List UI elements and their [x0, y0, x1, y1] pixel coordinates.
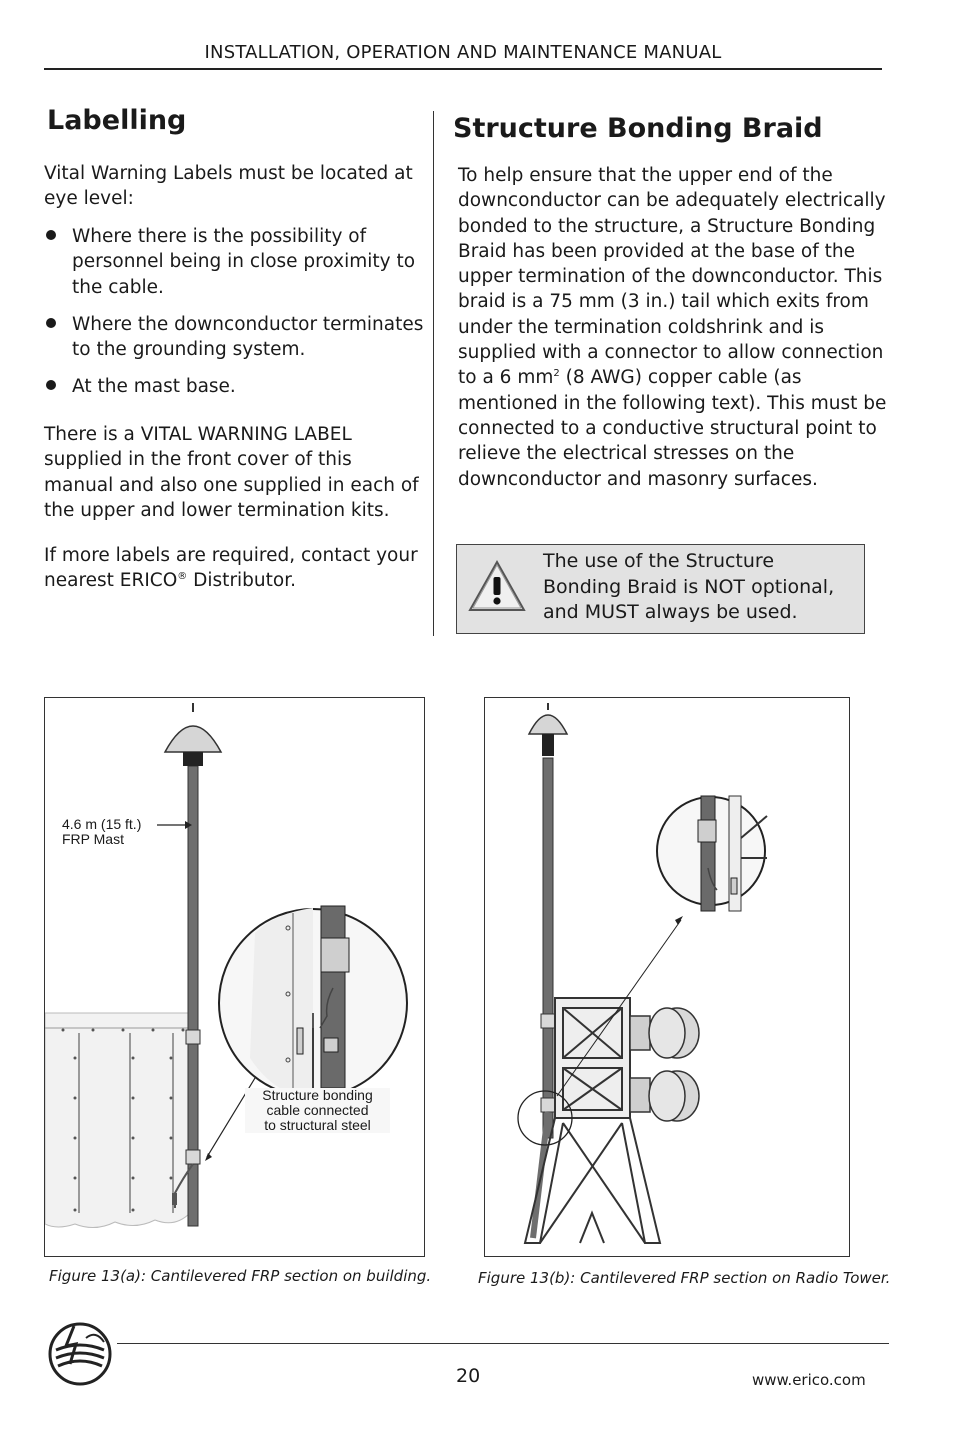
- figure-13a-caption: Figure 13(a): Cantilevered FRP section on building.: [49, 1267, 432, 1285]
- building-mast-illustration: [45, 698, 426, 1258]
- figure-13b-caption: Figure 13(b): Cantilevered FRP section on Radio Tower.: [478, 1269, 891, 1287]
- braid-paragraph: To help ensure that the upper end of the downconductor can be adequately electrically bonded to the structure, a Structure Bonding Braid has been provided at the base of the upper termination of the downconductor. This braid is a 75 mm (3 in.) tail which exits from under the termination coldshrink and is supplied with a connector to allow connection to a 6 $mm^2$ (8 AWG) copper cable (as mentioned in the following text). This must be connected to a conductive structural point to relieve the electrical stresses on the downconductor and masonry surfaces.: [458, 165, 887, 490]
- warning-triangle-icon: [467, 559, 527, 615]
- page-number: 20: [456, 1365, 481, 1387]
- braid-heading: Structure Bonding Braid: [453, 113, 823, 144]
- eritech-logo-icon: [46, 1320, 114, 1388]
- figure-13a: [44, 697, 425, 1257]
- running-header: INSTALLATION, OPERATION AND MAINTENANCE MANUAL: [204, 42, 722, 63]
- header-rule: [44, 68, 882, 70]
- list-item: [44, 312, 424, 363]
- bullet-text: Where the downconductor terminates to the grounding system.: [72, 313, 424, 361]
- radio-tower-illustration: [485, 698, 851, 1258]
- list-item: [44, 224, 424, 300]
- labelling-paragraph-distributor: If more labels are required, contact your nearest ERICO® Distributor.: [44, 545, 418, 592]
- column-divider: [433, 111, 434, 636]
- bullet-text: Where there is the possibility of personnel being in close proximity to the cable.: [72, 226, 416, 298]
- footer-rule: [117, 1343, 889, 1344]
- bullet-icon: [46, 230, 56, 240]
- bonding-cable-label: Structure bonding cable connected to structural steel: [245, 1088, 390, 1133]
- bullet-icon: [46, 380, 56, 390]
- bullet-text: At the mast base.: [72, 376, 236, 398]
- labelling-intro: Vital Warning Labels must be located at eye level:: [44, 163, 413, 210]
- warning-text: The use of the Structure Bonding Braid is NOT optional, and MUST always be used.: [543, 550, 835, 623]
- bullet-icon: [46, 318, 56, 328]
- mast-label: 4.6 m (15 ft.) FRP Mast: [62, 816, 142, 847]
- warning-box: [456, 544, 865, 634]
- list-item: [44, 374, 424, 399]
- labelling-bullet-list: [44, 224, 424, 412]
- figure-13b: [484, 697, 850, 1257]
- website-url: www.erico.com: [752, 1371, 866, 1389]
- labelling-heading: Labelling: [47, 105, 187, 136]
- labelling-paragraph-kits: There is a VITAL WARNING LABEL supplied in the front cover of this manual and also one supplied in each of the upper and lower termination kits.: [44, 424, 419, 521]
